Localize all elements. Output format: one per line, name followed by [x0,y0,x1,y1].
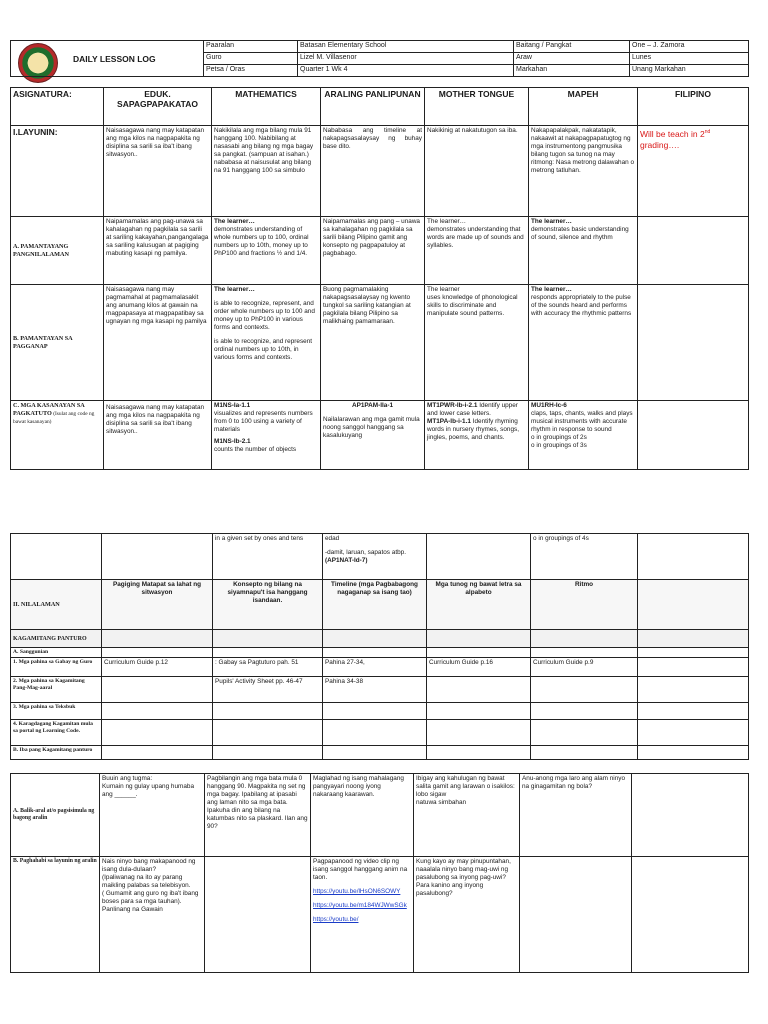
header-key: Markahan [514,65,630,77]
subject-ap: ARALING PANLIPUNAN [321,88,425,126]
pg-esp: Naisasagawa nang may pagmamahal at pagmamalasakit ang anumang kilos at gawain na magpapasaya at magpapatibay sa ugnayan ng mga kasapi ng pamilya [104,285,212,401]
km-math: Pupils' Activity Sheet pp. 46-47 [213,677,323,703]
kasanayan-label-text: C. MGA KASANAYAN SA PAGKATUTO [13,402,85,417]
pp-mapeh [529,217,638,285]
layunin-ap: Nababasa ang timeline at nakapagsasalaysay ng buhay base dito. [321,126,425,217]
pp-mt [425,217,529,285]
kk-cell [531,720,638,746]
pg-filipino [638,285,749,401]
filipino-note: Will be teach in 2 [640,128,705,139]
header-value: Lizel M. Villasenor [298,53,514,65]
km-mapeh [531,677,638,703]
pag-esp-line1: Nais ninyo bang makapanood ng isang dula-dulaan? [102,858,196,873]
ks-filipino [638,401,749,470]
pag-esp-line4: Panlinang na Gawain [102,906,163,913]
ks-mt-text2: Identify rhyming words in nursery rhymes, songs, jingles, poems, and chants. [427,418,519,441]
header-key: Araw [514,53,630,65]
ks-math-text2: counts the number of objects [214,446,297,453]
sanggunian-cell [531,648,638,658]
tb-cell [531,703,638,720]
km-esp [102,677,213,703]
ib-cell [531,746,638,760]
pg-mt-head: The learner [427,286,460,293]
ks-mt [425,401,529,470]
ks-math-code: M1NS-Ia-1.1 [214,402,251,409]
ks-mapeh-item: o in groupings of 3s [531,442,587,449]
ks-esp: Naisasagawa nang may katapatan ang mga kilos na nagpapakita ng disiplina sa sarili sa iba't ibang sitwasyon.. [104,401,212,470]
ks-ap-text: Nailalarawan ang mga gamit mula noong sanggol hanggang sa kasalukuyang [323,416,420,439]
header-value: Quarter 1 Wk 4 [298,65,514,77]
tb-cell [102,703,213,720]
gabay-mapeh: Curriculum Guide p.9 [531,658,638,677]
cont-ap-line1: edad [325,535,340,542]
pp-filipino [638,217,749,285]
karagdagang-kagamitan-label: 4. Karagdagang Kagamitan mula sa portal ng Learning Code. [11,720,102,746]
nilalaman-label: II. NILALAMAN [11,580,102,630]
ib-cell [102,746,213,760]
pamantayang-pangnilalaman-label: A. PAMANTAYANG PANGNILALAMAN [11,217,104,285]
ks-ap-code: AP1PAM-IIa-1 [351,402,394,409]
km-ap: Pahina 34-38 [323,677,427,703]
balik-ap: Maglahad ng isang mahalagang pangyayari noong iyong nakaraang kaarawan. [311,774,414,857]
kk-cell [323,720,427,746]
gabay-guro-label: 1. Mga pahina sa Gabay ng Guro [11,658,102,677]
tb-cell [427,703,531,720]
pp-mapeh-head: The learner… [531,218,572,225]
balik-mt-line2: lobo sigaw [416,791,447,798]
ib-cell [323,746,427,760]
pag-mt: Kung kayo ay may pinupuntahan, naaalala ninyo bang mag-uwi ng pasalubong sa inyong pag-uwi? Para kanino ang inyong pasalubong? [414,857,520,973]
lesson-table-page2 [10,533,749,760]
layunin-esp: Naisasagawa nang may katapatan ang mga kilos na nagpapakita ng disiplina sa sarili sa iba't ibang sitwasyon.. [104,126,212,217]
kk-cell [102,720,213,746]
balik-esp [100,774,205,857]
ks-mt-code2: MT1PA-Ib-i-1.1 [427,418,471,425]
pg-mapeh [529,285,638,401]
kagamitang-cell [102,630,213,648]
video-link-1[interactable]: https://youtu.be/lHsON6SOWY [313,888,401,895]
balik-esp-line1: Buuin ang tugma: [102,775,153,782]
ks-mt-code1: MT1PWR-Ib-i-2.1 [427,402,478,409]
teksbuk-label: 3. Mga pahina sa Teksbuk [11,703,102,720]
header-value: Unang Markahan [630,65,749,77]
paghahabi-label: B. Paghahabi sa layunin ng aralin [11,857,100,973]
gabay-math: : Gabay sa Pagtuturo pah. 51 [213,658,323,677]
tb-cell [213,703,323,720]
pg-math [212,285,321,401]
nilalaman-math: Konsepto ng bilang na siyamnapu't isa hanggang isandaan. [213,580,323,630]
kagamitang-cell [427,630,531,648]
header-key: Baitang / Pangkat [514,41,630,53]
kagamitang-cell [531,630,638,648]
tb-cell [638,703,749,720]
pg-math-text-a: is able to recognize, represent, and order whole numbers up to 100 and money up to PhP100 in various forms and contexts. [214,300,315,331]
pp-math [212,217,321,285]
kagamitang-label: KAGAMITANG PANTURO [11,630,102,648]
layunin-filipino [638,126,749,217]
video-link-3[interactable]: https://youtu.be/ [313,916,359,923]
pp-math-text: demonstrates understanding of whole numbers up to 100, ordinal numbers up to 10th, money up to PhP100 and fractions ½ and 1/4. [214,226,309,257]
balik-math: Pagbilangin ang mga bata mula 0 hanggang 90. Magpakita ng set ng mga bagay. Ipabilang at ipasabi ang laman nito sa mga bata. Ipakuha din ang bilang na katumbas nito sa plaskard. Ilan ang 90? [205,774,311,857]
lesson-table-page3 [10,773,749,973]
km-filipino [638,677,749,703]
nilalaman-esp: Pagiging Matapat sa lahat ng sitwasyon [102,580,213,630]
pamantayan-sa-pagganap-label: B. PAMANTAYAN SA PAGGANAP [11,285,104,401]
sanggunian-cell [323,648,427,658]
pp-mt-text: demonstrates understanding that words are made up of sounds and syllables. [427,226,524,249]
sanggunian-cell [638,648,749,658]
filipino-note-end: grading…. [640,139,680,150]
pag-ap-text: Pagpapanood ng video clip ng isang sanggol hanggang anim na taon. [313,858,408,881]
kk-cell [427,720,531,746]
video-link-2[interactable]: https://youtu.be/m184WJWwSGk [313,902,407,909]
subject-filipino: FILIPINO [638,88,749,126]
pag-ap [311,857,414,973]
iba-pang-kagamitan-label: B. Iba pang Kagamitang panturo [11,746,102,760]
ks-mapeh-item: o in groupings of 2s [531,434,587,441]
cont-filipino [638,534,749,580]
sanggunian-cell [102,648,213,658]
kk-cell [213,720,323,746]
header-key: Petsa / Oras [204,65,298,77]
balik-esp-line2: Kumain ng gulay upang humaba ang ______. [102,783,195,798]
pag-filipino [632,857,749,973]
balik-mapeh: Anu-anong mga laro ang alam ninyo na ginagamitan ng bola? [520,774,632,857]
doc-title: DAILY LESSON LOG [11,41,204,77]
balik-mt-line3: natuwa simbahan [416,799,467,806]
cont-math: in a given set by ones and tens [213,534,323,580]
kagamitang-cell [323,630,427,648]
cont-ap-line2: -damit, laruan, sapatos atbp. [325,549,406,556]
layunin-math: Nakikilala ang mga bilang mula 91 hanggang 100. Nabibilang at nasasabi ang bilang ng mga bagay sa pangkat. (sampuan at isahan.) nababasa at naisusulat ang bilang na 91 hanggang 100 sa simbulo [212,126,321,217]
pp-math-head: The learner… [214,218,255,225]
pg-mt [425,285,529,401]
cont-ap-code: (AP1NAT-Id-7) [325,557,368,564]
lesson-table-page1 [10,87,749,470]
nilalaman-ap: Timeline (mga Pagbabagong nagaganap sa isang tao) [323,580,427,630]
filipino-note-sup: nd [704,129,711,135]
pag-esp [100,857,205,973]
header-value: Lunes [630,53,749,65]
pag-esp-line3: ( Gumamit ang guro ng iba't ibang boses para sa mga tauhan). [102,890,199,905]
balik-mt [414,774,520,857]
cont-mapeh: o in groupings of 4s [531,534,638,580]
nilalaman-filipino [638,580,749,630]
cont-label [11,534,102,580]
nilalaman-mapeh: Ritmo [531,580,638,630]
ks-mapeh-text: claps, taps, chants, walks and plays musical instruments with accurate rhythm in response to sound [531,410,633,433]
pp-mt-head: The learner… [427,218,467,225]
gabay-esp: Curriculum Guide p.12 [102,658,213,677]
ks-ap [321,401,425,470]
pg-mt-text: uses knowledge of phonological skills to discriminate and manipulate sound patterns. [427,294,518,317]
subject-math: MATHEMATICS [212,88,321,126]
kagamitang-mag-aaral-label: 2. Mga pahina sa Kagamitang Pang-Mag-aaral [11,677,102,703]
km-mt [427,677,531,703]
kk-cell [638,720,749,746]
pg-mapeh-text: responds appropriately to the pulse of the sounds heard and performs with accuracy the rhythmic patterns [531,294,632,317]
ks-mt-text1: Identify upper and lower case letters. [427,402,518,417]
ib-cell [213,746,323,760]
tb-cell [323,703,427,720]
balik-aral-label: A. Balik-aral at/o pagsisimula ng bagong aralin [11,774,100,857]
pag-math [205,857,311,973]
cont-mt [427,534,531,580]
ib-cell [427,746,531,760]
gabay-filipino [638,658,749,677]
gabay-ap: Pahina 27-34, [323,658,427,677]
layunin-mapeh: Nakapapalakpak, nakatatapik, nakaawit at nakapagpapatugtog ng mga instrumentong pangmusika bilang tugon sa tunog na may ritmong: Nasa metrong dalawahan o metrong tatluhan. [529,126,638,217]
pp-mapeh-text: demonstrates basic understanding of sound, silence and rhythm [531,226,629,241]
ib-cell [638,746,749,760]
asignatura-label: ASIGNATURA: [11,88,104,126]
ks-math-text: visualizes and represents numbers from 0 to 100 using a variety of materials [214,410,313,433]
pag-esp-line2: (Ipaliwanag na ito ay parang maikling palabas sa telebisyon. [102,874,191,889]
ks-mapeh-code: MU1RH-Ic-6 [531,402,567,409]
ks-math-code2: M1NS-Ib-2.1 [214,438,251,445]
cont-ap [323,534,427,580]
sanggunian-cell [427,648,531,658]
subject-esp: EDUK. SAPAGPAPAKATAO [104,88,212,126]
kasanayan-label [11,401,104,470]
gabay-mt: Curriculum Guide p.16 [427,658,531,677]
pp-ap: Naipamamalas ang pang – unawa sa kahalagahan ng pagkilala sa sarili bilang Pilipino gamit ang konsepto ng pagpapatuloy at pagbabago. [321,217,425,285]
kagamitang-cell [213,630,323,648]
header-value: Batasan Elementary School [298,41,514,53]
pag-mapeh [520,857,632,973]
pg-math-head: The learner… [214,286,255,293]
pg-ap: Buong pagmamalaking nakapagsasalaysay ng kwento tungkol sa sariling katangian at pagkilala bilang Pilipino sa malikhaing pamamaraan. [321,285,425,401]
pg-mapeh-head: The learner… [531,286,572,293]
cont-esp [102,534,213,580]
ks-mapeh [529,401,638,470]
nilalaman-mt: Mga tunog ng bawat letra sa alpabeto [427,580,531,630]
ks-math [212,401,321,470]
layunin-label: I.LAYUNIN: [11,126,104,217]
pp-esp: Naipamamalas ang pag-unawa sa kahalagahan ng pagkilala sa sarili at sariling kakayahan,pangangalaga sa sariling kalusugan at pagiging mabuting kasapi ng pamilya. [104,217,212,285]
header-table [10,40,749,77]
sanggunian-label: A. Sanggunian [11,648,102,658]
sanggunian-cell [213,648,323,658]
header-value: One – J. Zamora [630,41,749,53]
header-key: Paaralan [204,41,298,53]
balik-mt-line1: Ibigay ang kahulugan ng bawat salita gamit ang larawan o isakilos: [416,775,515,790]
kagamitang-cell [638,630,749,648]
header-key: Guro [204,53,298,65]
pg-math-text-b: is able to recognize, and represent ordinal numbers up to 10th, in various forms and contexts. [214,338,313,361]
subject-mt: MOTHER TONGUE [425,88,529,126]
kasanayan-label-note: (Isulat ang code ng bawat kasanayan) [13,410,95,425]
subject-mapeh: MAPEH [529,88,638,126]
balik-filipino [632,774,749,857]
layunin-mt: Nakikinig at nakatutugon sa iba. [425,126,529,217]
